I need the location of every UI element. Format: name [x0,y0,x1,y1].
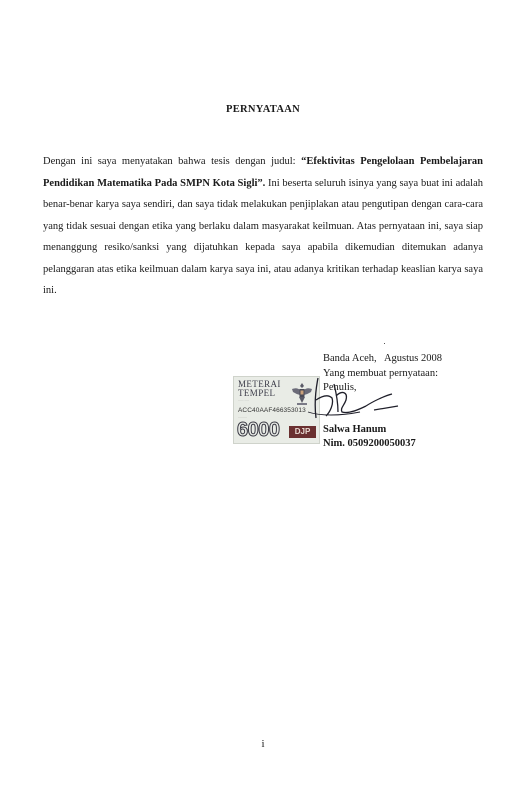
stamp-fine-print-2: ········· [238,415,247,419]
signature-space [323,396,523,423]
statement-body: Ini beserta seluruh isinya yang saya buat ini adalah benar-benar karya saya sendiri, dan saya tidak melakukan penjiplakan atau pengutipan dengan cara-cara yang tidak sesuai dengan etika yang berlaku dalam masyarakat keilmuan. Atas pernyataan ini, saya siap menanggung resiko/sanksi yang dijatuhkan kepada saya apabila dikemudian ditemukan adanya pelanggaran atas etika keilmuan dalam karya saya ini, atau adanya kritikan terhadap keaslian karya saya ini. [43,177,483,296]
writer-label: Penulis, [323,382,357,394]
statement-paragraph [43,151,483,302]
stamp-issuer-badge: DJP [289,426,316,438]
signature-block [323,352,523,452]
statement-intro: Dengan ini saya menyatakan bahwa tesis dengan judul: [43,156,302,167]
page-number: i [261,738,265,750]
author-name: Salwa Hanum [323,423,387,435]
declarant-line: Yang membuat pernyataan: [323,367,438,379]
stamp-fine-print: ·········· [238,398,249,402]
scan-speck [384,343,385,344]
author-nim: Nim. 0509200050037 [323,438,416,450]
page-title: PERNYATAAN [226,104,300,115]
thesis-title: “Efektivitas Pengelolaan Pembelajaran Pendidikan Matematika Pada SMPN Kota Sigli”. [43,156,483,189]
stamp-title: METERAI TEMPEL [238,379,281,398]
place-date: Banda Aceh, Agustus 2008 [323,353,442,364]
stamp-serial-code: ACC40AAF466353013 [238,407,306,414]
stamp-value: 6000 [237,419,280,441]
